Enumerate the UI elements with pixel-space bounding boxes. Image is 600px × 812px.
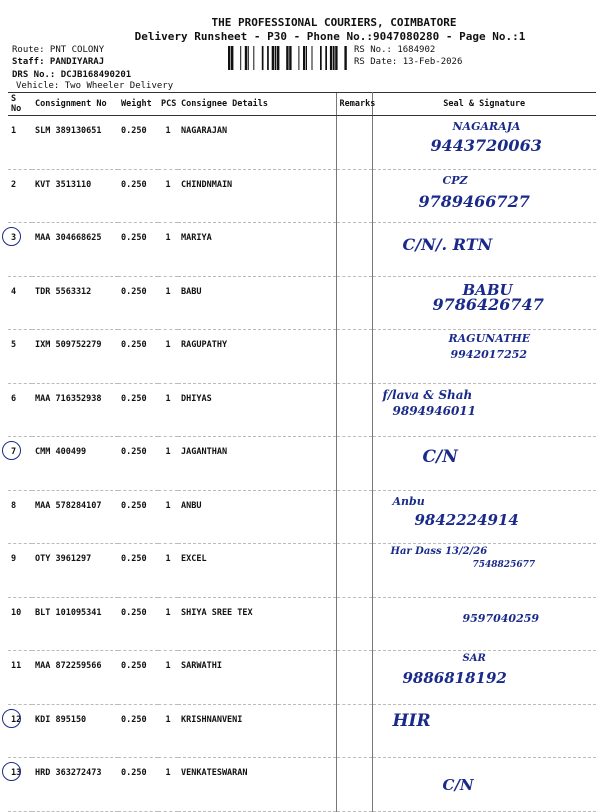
cell-remarks xyxy=(336,758,372,812)
barcode-bar xyxy=(335,46,337,70)
cell-sno xyxy=(8,383,32,437)
table-row xyxy=(8,223,596,277)
barcode-bar xyxy=(306,46,307,70)
cell-consignment-text: HRD 363272473 xyxy=(35,768,102,778)
cell-consignee xyxy=(178,437,336,491)
barcode-bar xyxy=(248,46,249,70)
cell-consignment-text: IXM 509752279 xyxy=(35,340,102,350)
cell-weight xyxy=(118,276,158,330)
vehicle-text: Vehicle: Two Wheeler Delivery xyxy=(16,81,174,91)
cell-signature xyxy=(372,169,596,223)
table-header-row xyxy=(8,93,596,116)
handwritten-signature: 7548825677 xyxy=(472,560,536,570)
cell-weight xyxy=(118,704,158,758)
cell-pcs xyxy=(158,330,178,384)
cell-consignee-text: NAGARAJAN xyxy=(181,126,228,136)
barcode-bar xyxy=(325,46,327,70)
cell-pcs-text: 1 xyxy=(165,393,171,404)
cell-consignment xyxy=(32,704,118,758)
cell-sno xyxy=(8,544,32,598)
handwritten-signature: 9597040259 xyxy=(462,611,540,625)
barcode-bar xyxy=(298,46,299,70)
cell-consignment xyxy=(32,383,118,437)
cell-consignment xyxy=(32,437,118,491)
cell-consignment xyxy=(32,169,118,223)
handwritten-signature: Anbu xyxy=(392,494,425,508)
cell-remarks xyxy=(336,651,372,705)
cell-sno-text: 2 xyxy=(11,179,17,190)
cell-weight xyxy=(118,437,158,491)
cell-remarks xyxy=(336,330,372,384)
cell-weight-text: 0.250 xyxy=(121,233,147,243)
cell-consignee xyxy=(178,116,336,170)
cell-consignment-text: CMM 400499 xyxy=(35,447,87,457)
handwritten-signature: 9894946011 xyxy=(392,403,476,418)
cell-pcs xyxy=(158,597,178,651)
cell-weight xyxy=(118,597,158,651)
col-sno: S No xyxy=(8,93,32,116)
cell-consignment xyxy=(32,651,118,705)
cell-weight-text: 0.250 xyxy=(121,126,147,136)
circle-mark-icon xyxy=(2,227,21,246)
barcode-bar xyxy=(228,46,230,70)
cell-sno-text: 3 xyxy=(11,233,17,243)
cell-consignee-text: SHIYA SREE TEX xyxy=(181,607,253,618)
table-row xyxy=(8,437,596,491)
col-weight: Weight xyxy=(118,93,158,116)
barcode-bar xyxy=(267,46,269,70)
cell-consignment-text: KDI 895150 xyxy=(35,714,87,725)
cell-weight-text: 0.250 xyxy=(121,607,147,618)
handwritten-signature: f/lava & Shah xyxy=(382,387,473,402)
cell-pcs-text: 1 xyxy=(165,233,171,243)
barcode xyxy=(228,46,348,70)
handwritten-signature: 9443720063 xyxy=(430,136,542,155)
col-signature: Seal & Signature xyxy=(372,93,596,116)
col-consignment: Consignment No xyxy=(32,93,118,116)
cell-pcs-text: 1 xyxy=(165,607,171,618)
cell-pcs xyxy=(158,544,178,598)
rs-number: RS No.: 1684902 xyxy=(354,45,436,55)
cell-remarks xyxy=(336,544,372,598)
handwritten-signature: BABU xyxy=(462,280,513,299)
handwritten-signature: HIR xyxy=(392,710,431,731)
cell-consignment-text: BLT 101095341 xyxy=(35,607,102,618)
cell-signature xyxy=(372,383,596,437)
barcode-bar xyxy=(272,46,274,70)
cell-consignee-text: DHIYAS xyxy=(181,393,212,404)
cell-weight xyxy=(118,758,158,812)
barcode-bar xyxy=(245,46,247,70)
cell-weight-text: 0.250 xyxy=(121,661,147,671)
barcode-bar xyxy=(275,46,277,70)
cell-consignee-text: KRISHNANVENI xyxy=(181,714,243,725)
cell-consignment xyxy=(32,276,118,330)
cell-weight xyxy=(118,223,158,277)
cell-pcs-text: 1 xyxy=(165,447,171,457)
barcode-bar xyxy=(240,46,241,70)
cell-sno xyxy=(8,169,32,223)
cell-signature xyxy=(372,651,596,705)
cell-consignee xyxy=(178,330,336,384)
cell-sno-text: 10 xyxy=(11,607,22,618)
cell-remarks xyxy=(336,383,372,437)
cell-pcs xyxy=(158,169,178,223)
handwritten-signature: 9942017252 xyxy=(450,348,528,361)
cell-consignment-text: SLM 389130651 xyxy=(35,126,102,136)
barcode-bar xyxy=(333,46,335,70)
handwritten-signature: C/N xyxy=(442,776,474,794)
cell-weight-text: 0.250 xyxy=(121,500,147,511)
cell-signature xyxy=(372,544,596,598)
cell-weight-text: 0.250 xyxy=(121,554,147,564)
cell-consignment xyxy=(32,544,118,598)
cell-signature xyxy=(372,597,596,651)
cell-pcs xyxy=(158,116,178,170)
cell-signature xyxy=(372,330,596,384)
cell-sno-text: 12 xyxy=(11,714,22,725)
barcode-bar xyxy=(289,46,291,70)
cell-consignee-text: MARIYA xyxy=(181,233,212,243)
barcode-bar xyxy=(231,46,233,70)
cell-remarks xyxy=(336,116,372,170)
cell-sno xyxy=(8,437,32,491)
col-consignee: Consignee Details xyxy=(178,93,336,116)
handwritten-signature: 9789466727 xyxy=(418,191,530,211)
handwritten-signature: RAGUNATHE xyxy=(448,332,531,345)
cell-consignment-text: MAA 872259566 xyxy=(35,661,102,671)
cell-consignee xyxy=(178,223,336,277)
cell-pcs-text: 1 xyxy=(165,340,171,350)
cell-sno-text: 8 xyxy=(11,500,17,511)
runsheet-table xyxy=(8,92,596,812)
circle-mark-icon xyxy=(2,441,21,460)
barcode-bar xyxy=(277,46,279,70)
cell-sno xyxy=(8,651,32,705)
cell-pcs xyxy=(158,490,178,544)
table-row xyxy=(8,116,596,170)
cell-sno-text: 1 xyxy=(11,126,17,136)
cell-signature xyxy=(372,437,596,491)
table-row xyxy=(8,544,596,598)
cell-pcs-text: 1 xyxy=(165,661,171,671)
cell-remarks xyxy=(336,223,372,277)
table-row xyxy=(8,490,596,544)
company-name: THE PROFESSIONAL COURIERS, COIMBATORE xyxy=(211,16,457,29)
cell-consignee-text: CHINDNMAIN xyxy=(181,179,233,190)
drs-text: DRS No.: DCJB168490201 xyxy=(12,70,132,80)
cell-sno xyxy=(8,597,32,651)
route-text: Route: PNT COLONY xyxy=(12,45,105,55)
cell-consignee xyxy=(178,276,336,330)
cell-sno xyxy=(8,276,32,330)
cell-signature xyxy=(372,223,596,277)
cell-signature xyxy=(372,704,596,758)
runsheet-title: Delivery Runsheet - P30 - Phone No.:9047080280 - Page No.:1 xyxy=(134,30,526,43)
cell-consignment xyxy=(32,758,118,812)
cell-consignment-text: OTY 3961297 xyxy=(35,554,92,564)
barcode-bar xyxy=(286,46,288,70)
cell-remarks xyxy=(336,704,372,758)
cell-consignee-text: BABU xyxy=(181,286,202,297)
cell-pcs xyxy=(158,651,178,705)
cell-weight xyxy=(118,169,158,223)
table-row xyxy=(8,704,596,758)
col-remarks: Remarks xyxy=(336,93,372,116)
cell-consignee xyxy=(178,758,336,812)
cell-consignee xyxy=(178,169,336,223)
cell-weight xyxy=(118,544,158,598)
cell-consignee xyxy=(178,651,336,705)
cell-consignee xyxy=(178,490,336,544)
cell-sno-text: 13 xyxy=(11,768,22,778)
cell-pcs xyxy=(158,437,178,491)
col-pcs: PCS xyxy=(158,93,178,116)
cell-sno xyxy=(8,490,32,544)
cell-remarks xyxy=(336,437,372,491)
cell-sno xyxy=(8,223,32,277)
cell-weight xyxy=(118,116,158,170)
cell-sno-text: 5 xyxy=(11,340,17,350)
cell-consignment-text: MAA 578284107 xyxy=(35,500,102,511)
cell-weight xyxy=(118,490,158,544)
cell-pcs xyxy=(158,704,178,758)
handwritten-signature: 9842224914 xyxy=(414,510,519,529)
table-row xyxy=(8,758,596,812)
table-row xyxy=(8,330,596,384)
cell-pcs-text: 1 xyxy=(165,554,171,564)
cell-weight-text: 0.250 xyxy=(121,447,147,457)
cell-signature xyxy=(372,116,596,170)
cell-consignee-text: SARWATHI xyxy=(181,661,222,671)
staff-text: Staff: PANDIYARAJ xyxy=(12,57,105,67)
cell-pcs-text: 1 xyxy=(165,179,171,190)
cell-weight xyxy=(118,383,158,437)
cell-signature xyxy=(372,276,596,330)
cell-weight-text: 0.250 xyxy=(121,286,147,297)
circle-mark-icon xyxy=(2,709,21,728)
cell-consignment xyxy=(32,597,118,651)
barcode-bar xyxy=(303,46,305,70)
cell-weight-text: 0.250 xyxy=(121,179,147,190)
cell-weight xyxy=(118,651,158,705)
table-row xyxy=(8,383,596,437)
barcode-bar xyxy=(262,46,264,70)
barcode-bar xyxy=(312,46,313,70)
cell-consignee xyxy=(178,383,336,437)
cell-consignment-text: MAA 716352938 xyxy=(35,393,102,404)
cell-weight-text: 0.250 xyxy=(121,768,147,778)
cell-weight-text: 0.250 xyxy=(121,714,147,725)
cell-consignee xyxy=(178,597,336,651)
handwritten-signature: C/N/. RTN xyxy=(402,235,493,254)
cell-sno xyxy=(8,704,32,758)
cell-consignee-text: JAGANTHAN xyxy=(181,447,228,457)
cell-consignment-text: KVT 3513110 xyxy=(35,179,92,190)
cell-consignee-text: EXCEL xyxy=(181,554,207,564)
cell-consignment xyxy=(32,223,118,277)
cell-consignee xyxy=(178,544,336,598)
cell-remarks xyxy=(336,490,372,544)
cell-pcs-text: 1 xyxy=(165,126,171,136)
table-row xyxy=(8,276,596,330)
cell-weight xyxy=(118,330,158,384)
cell-weight-text: 0.250 xyxy=(121,393,147,404)
cell-consignee-text: RAGUPATHY xyxy=(181,340,228,350)
barcode-bar xyxy=(320,46,322,70)
barcode-bar xyxy=(330,46,332,70)
cell-pcs-text: 1 xyxy=(165,768,171,778)
cell-remarks xyxy=(336,597,372,651)
cell-consignee xyxy=(178,704,336,758)
cell-sno-text: 7 xyxy=(11,447,17,457)
cell-pcs xyxy=(158,276,178,330)
cell-pcs-text: 1 xyxy=(165,500,171,511)
cell-weight-text: 0.250 xyxy=(121,340,147,350)
cell-signature xyxy=(372,758,596,812)
barcode-bar xyxy=(344,46,346,70)
cell-remarks xyxy=(336,276,372,330)
rs-date: RS Date: 13-Feb-2026 xyxy=(354,57,463,67)
table-row xyxy=(8,169,596,223)
cell-consignee-text: ANBU xyxy=(181,500,202,511)
handwritten-signature: CPZ xyxy=(442,173,468,187)
handwritten-signature: 9786426747 xyxy=(432,294,544,314)
cell-pcs xyxy=(158,383,178,437)
cell-pcs xyxy=(158,758,178,812)
barcode-bar xyxy=(253,46,254,70)
cell-sno-text: 6 xyxy=(11,393,17,404)
handwritten-signature: Har Dass 13/2/26 xyxy=(390,546,488,557)
cell-consignee-text: VENKATESWARAN xyxy=(181,768,248,778)
handwritten-signature: NAGARAJA xyxy=(452,120,521,133)
cell-sno-text: 4 xyxy=(11,286,17,297)
cell-sno-text: 11 xyxy=(11,661,22,671)
cell-pcs-text: 1 xyxy=(165,714,171,725)
cell-consignment xyxy=(32,330,118,384)
table-row xyxy=(8,597,596,651)
cell-remarks xyxy=(336,169,372,223)
circle-mark-icon xyxy=(2,762,21,781)
cell-pcs xyxy=(158,223,178,277)
cell-pcs-text: 1 xyxy=(165,286,171,297)
cell-consignment-text: TDR 5563312 xyxy=(35,286,92,297)
handwritten-signature: C/N xyxy=(422,447,458,467)
cell-consignment xyxy=(32,490,118,544)
handwritten-signature: 9886818192 xyxy=(402,669,507,687)
handwritten-signature: SAR xyxy=(462,653,486,664)
cell-sno xyxy=(8,330,32,384)
cell-consignment xyxy=(32,116,118,170)
cell-consignment-text: MAA 304668625 xyxy=(35,233,102,243)
cell-signature xyxy=(372,490,596,544)
cell-sno-text: 9 xyxy=(11,554,17,564)
cell-sno xyxy=(8,116,32,170)
table-row xyxy=(8,651,596,705)
cell-sno xyxy=(8,758,32,812)
